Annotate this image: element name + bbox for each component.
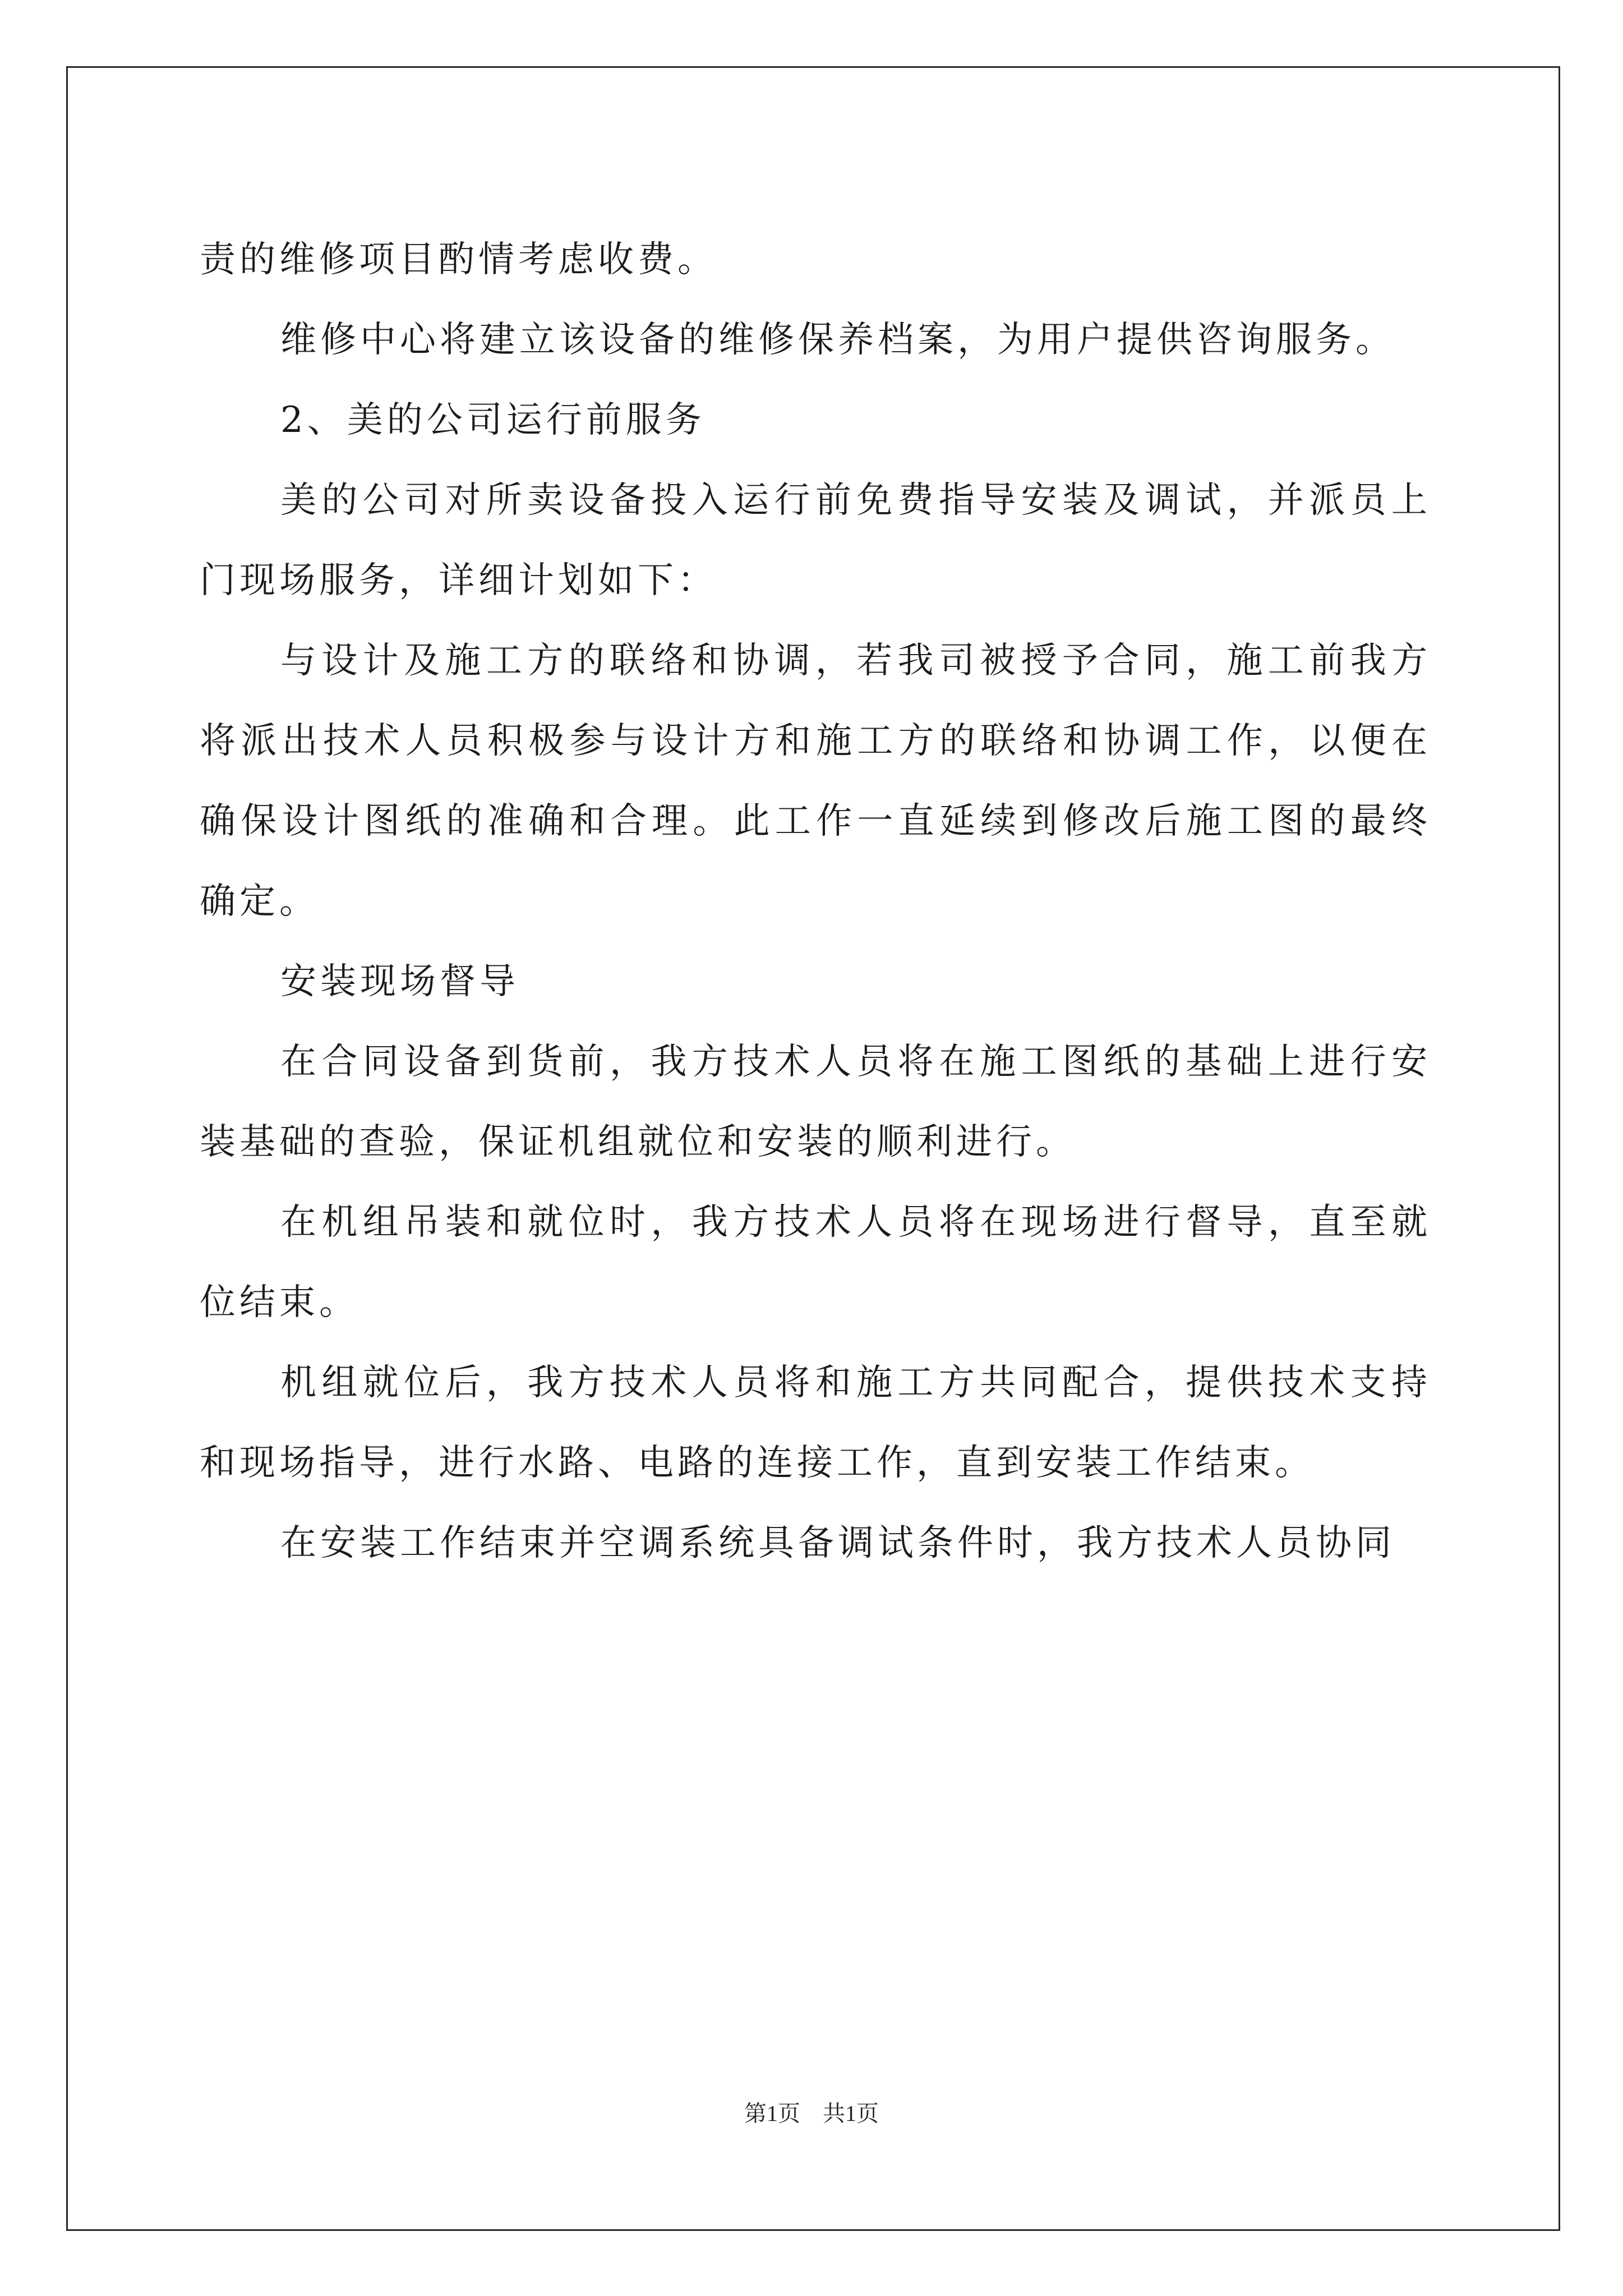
paragraph: 机组就位后，我方技术人员将和施工方共同配合，提供技术支持和现场指导，进行水路、电路的连接工作，直到安装工作结束。 xyxy=(200,1362,1431,1484)
paragraph: 在合同设备到货前，我方技术人员将在施工图纸的基础上进行安装基础的查验，保证机组就位和安装的顺利进行。 xyxy=(200,1041,1431,1163)
section-heading: 2、美的公司运行前服务 xyxy=(280,399,706,441)
paragraph: 在安装工作结束并空调系统具备调试条件时，我方技术人员协同 xyxy=(280,1522,1395,1564)
paragraph: 维修中心将建立该设备的维修保养档案，为用户提供咨询服务。 xyxy=(280,319,1395,361)
subsection-heading: 安装现场督导 xyxy=(280,961,519,1002)
paragraph: 与设计及施工方的联络和协调，若我司被授予合同，施工前我方将派出技术人员积极参与设计方和施工方的联络和协调工作，以便在确保设计图纸的准确和合理。此工作一直延续到修改后施工图的最终确定。 xyxy=(200,640,1431,922)
paragraph: 美的公司对所卖设备投入运行前免费指导安装及调试，并派员上门现场服务，详细计划如下： xyxy=(200,480,1431,601)
paragraph-continuation: 责的维修项目酌情考虑收费。 xyxy=(200,239,717,280)
paragraph: 在机组吊装和就位时，我方技术人员将在现场进行督导，直至就位结束。 xyxy=(200,1202,1431,1323)
page-number-footer: 第1页 共1页 xyxy=(744,2101,879,2126)
document-body xyxy=(200,220,1431,1584)
